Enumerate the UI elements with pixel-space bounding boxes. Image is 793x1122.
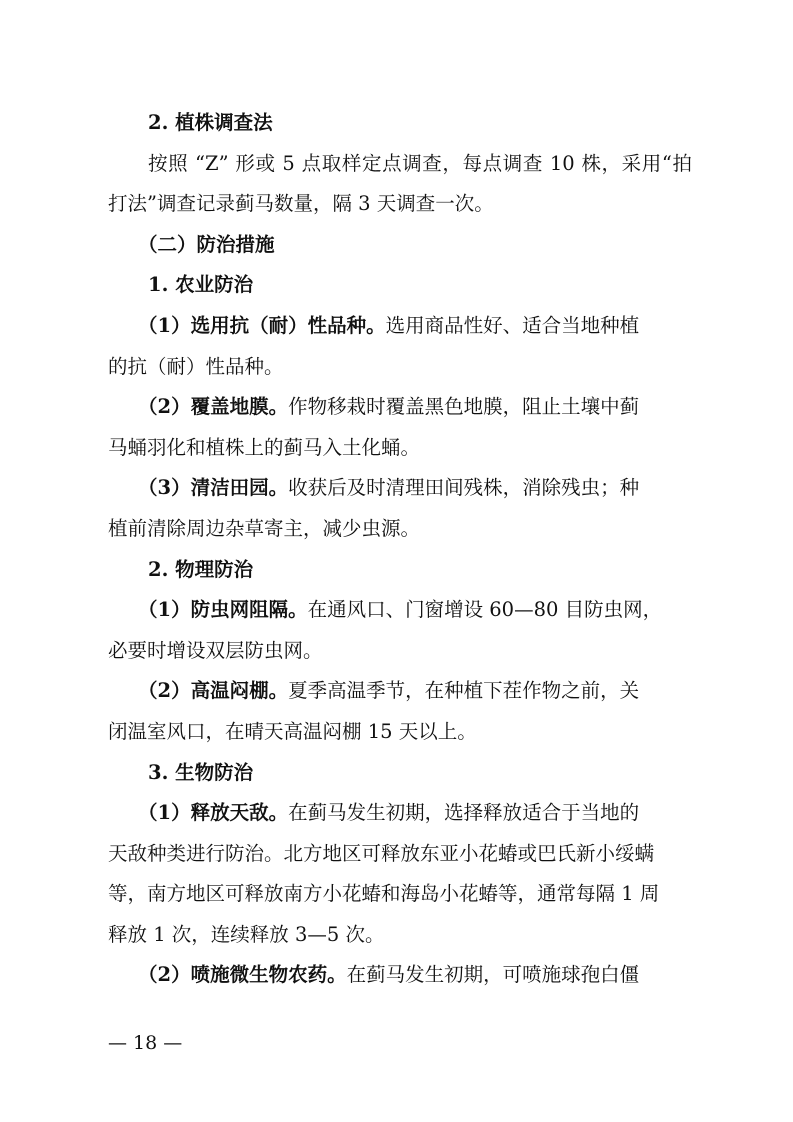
paragraph-line: [108, 590, 692, 631]
paragraph-line: [108, 387, 692, 428]
document-body: [108, 103, 692, 996]
paragraph-line: 打法”调查记录蓟马数量，隔 3 天调查一次。: [108, 192, 494, 216]
paragraph-line: 闭温室风口，在晴天高温闷棚 15 天以上。: [108, 719, 477, 743]
item-lead: （1）释放天敌。: [138, 801, 289, 825]
item-text: 收获后及时清理田间残株，消除残虫；种: [288, 476, 640, 500]
paragraph-line: 等，南方地区可释放南方小花蝽和海岛小花蝽等，通常每隔 1 周: [108, 882, 660, 906]
item-text: 在蓟马发生初期，可喷施球孢白僵: [346, 963, 640, 987]
paragraph-line: [108, 955, 692, 996]
heading-physical-control: 2. 物理防治: [148, 557, 254, 581]
heading-control-measures: （二）防治措施: [138, 232, 275, 256]
item-lead: （2）高温闷棚。: [138, 679, 289, 703]
item-text: 选用商品性好、适合当地种植: [385, 313, 640, 337]
item-text: 作物移栽时覆盖黑色地膜，阻止土壤中蓟: [288, 395, 640, 419]
paragraph-line: 植前清除周边杂草寄主，减少虫源。: [108, 516, 421, 540]
item-text: 在蓟马发生初期，选择释放适合于当地的: [288, 801, 640, 825]
paragraph-line: [108, 793, 692, 834]
heading-agricultural-control: 1. 农业防治: [148, 273, 254, 297]
paragraph-line: 的抗（耐）性品种。: [108, 354, 284, 378]
item-lead: （2）喷施微生物农药。: [138, 963, 347, 987]
paragraph-line: [108, 306, 692, 347]
item-lead: （1）防虫网阻隔。: [138, 598, 308, 622]
paragraph-line: [108, 671, 692, 712]
item-lead: （3）清洁田园。: [138, 476, 289, 500]
paragraph-line: 天敌种类进行防治。北方地区可释放东亚小花蝽或巴氏新小绥螨: [108, 841, 655, 865]
item-text: 夏季高温季节，在种植下茬作物之前，关: [288, 679, 640, 703]
heading-plant-survey: 2. 植株调查法: [148, 111, 273, 134]
item-lead: （2）覆盖地膜。: [138, 395, 289, 419]
paragraph-line: 释放 1 次，连续释放 3—5 次。: [108, 922, 385, 946]
paragraph-line: 必要时增设双层防虫网。: [108, 638, 323, 662]
paragraph-line: 按照 “Z” 形或 5 点取样定点调查，每点调查 10 株，采用“拍: [148, 151, 692, 175]
paragraph-line: [108, 468, 692, 509]
item-lead: （1）选用抗（耐）性品种。: [138, 313, 386, 337]
heading-biological-control: 3. 生物防治: [148, 760, 254, 784]
page-number: — 18 —: [108, 1032, 183, 1054]
paragraph-line: 马蛹羽化和植株上的蓟马入土化蛹。: [108, 435, 421, 459]
item-text: 在通风口、门窗增设 60—80 目防虫网，: [307, 598, 663, 622]
